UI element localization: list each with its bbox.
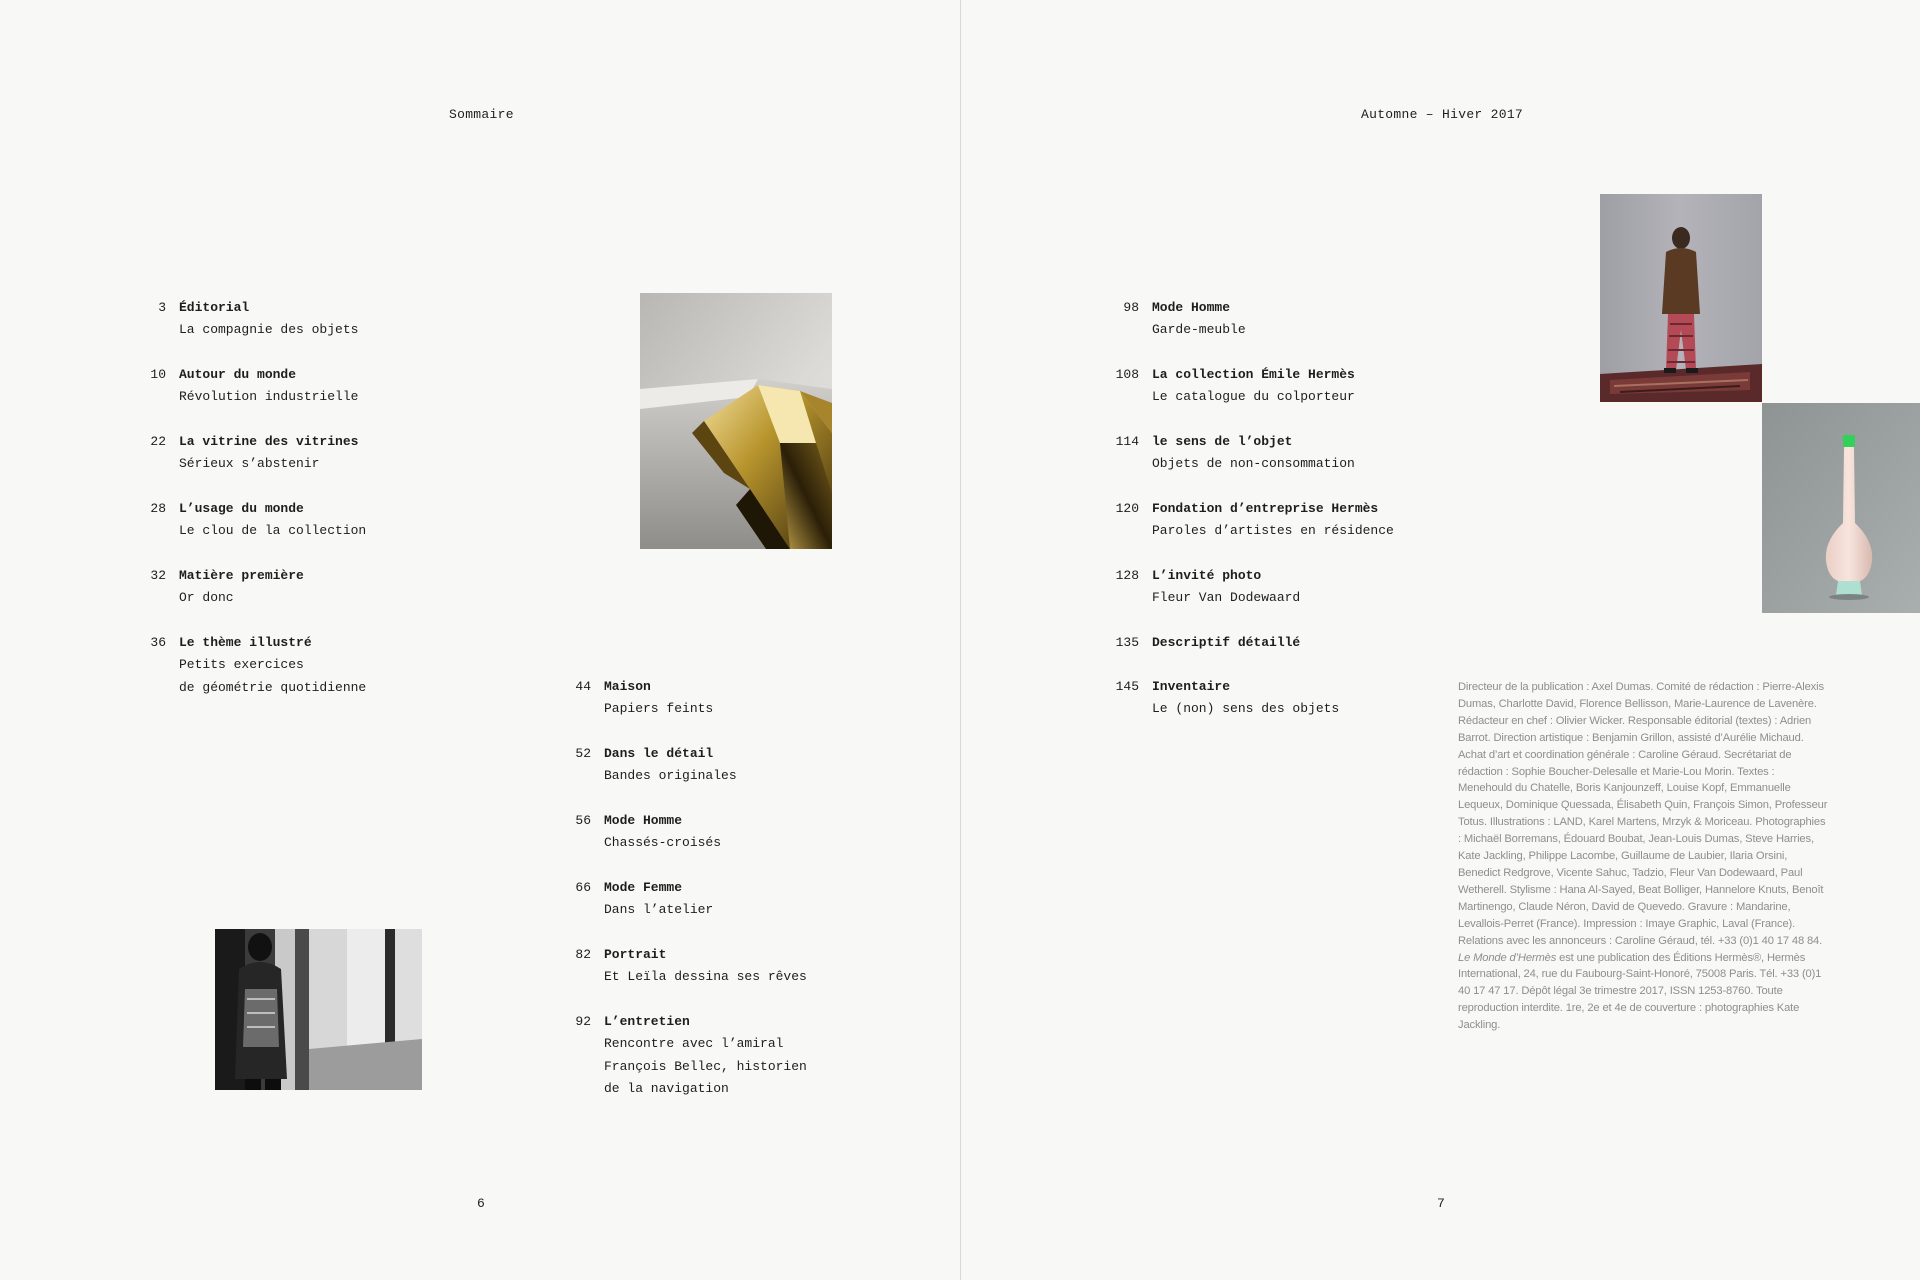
toc-title: Matière première <box>179 568 304 583</box>
toc-text <box>179 565 304 610</box>
toc-text <box>179 632 366 699</box>
toc-title: Autour du monde <box>179 367 297 382</box>
toc-subtitle: Et Leïla dessina ses rêves <box>604 969 807 985</box>
colophon-publication-title: Le Monde d’Hermès <box>1458 951 1557 964</box>
toc-page-number: 128 <box>1115 568 1139 583</box>
toc-subtitle: Garde-meuble <box>1152 322 1246 338</box>
colophon-text-end: est une publication des Éditions Hermès®, Hermès International, 24, rue du Faubourg-Saint-Honoré, 75008 Paris. Tél. +33 (0)1 40 17 47 17. Dépôt légal 3e trimestre 2017, ISSN 1253-8760. Toute reproduction interdite. 1re, 2e et 4e de couverture : photographies Kate Jackling. <box>1458 951 1822 1032</box>
toc-page-number: 56 <box>575 813 591 828</box>
toc-page-number: 145 <box>1115 679 1139 694</box>
colophon-credits <box>1458 679 1828 1034</box>
toc-page-number: 108 <box>1115 367 1139 382</box>
toc-title: Mode Homme <box>1152 300 1231 315</box>
toc-page-number: 36 <box>150 635 166 650</box>
toc-page-number: 66 <box>575 880 591 895</box>
toc-subtitle: Fleur Van Dodewaard <box>1152 590 1301 606</box>
toc-text <box>1152 632 1300 654</box>
toc-text <box>1152 565 1300 610</box>
toc-text <box>604 1011 807 1100</box>
pink-vase-illustration <box>1762 403 1920 613</box>
toc-title: Descriptif détaillé <box>1152 635 1301 650</box>
toc-title: L’entretien <box>604 1014 690 1029</box>
toc-page-number: 3 <box>158 300 166 315</box>
toc-text <box>179 431 358 476</box>
toc-subtitle: de géométrie quotidienne <box>179 679 367 695</box>
toc-page-number: 98 <box>1123 300 1139 315</box>
toc-page-number: 28 <box>150 501 166 516</box>
toc-subtitle: François Bellec, historien <box>604 1058 807 1074</box>
page-number-right: 7 <box>1437 1196 1445 1211</box>
toc-text <box>1152 431 1355 476</box>
toc-text <box>604 743 737 788</box>
colophon-text: Directeur de la publication : Axel Dumas. Comité de rédaction : Pierre-Alexis Dumas, Charlotte David, Florence Bellisson, Marie-Laurence de Lavenère. Rédacteur en chef : Olivier Wicker. Responsable éditorial (textes) : Adrien Barrot. Direction artistique : Benjamin Grillon, assisté d’Aurélie Michaud. Achat d’art et coordination générale : Caroline Géraud. Secrétariat de rédaction : Sophie Boucher-Delesalle et Marie-Lou Morin. Textes : Menehould du Chatelle, Boris Kanjounzeff, Louise Kopf, Emmanuelle Lequeux, Dominique Quessada, Élisabeth Quin, François Simon, Professeur Totus. Illustrations : LAND, Karel Martens, Mrzyk & Moriceau. Photographies : Michaël Borremans, Édouard Boubat, Jean-Louis Dumas, Steve Harries, Kate Jackling, Philippe Lacombe, Guillaume de Laubier, Ilaria Orsini, Benedict Redgrove, Vicente Sahuc, Tadzio, Fleur Van Dodewaard, Paul Wetherell. Stylisme : Hana Al-Sayed, Beat Bolliger, Hannelore Knuts, Benoît Martinengo, Claude Néron, David de Quevedo. Gravure : Mandarine, Levallois-Perret (France). Impression : Imaye Graphic, Laval (France). Relations avec les annonceurs : Caroline Géraud, tél. +33 (0)1 40 17 48 84. <box>1458 681 1828 947</box>
toc-title: Mode Femme <box>604 880 683 895</box>
toc-subtitle: de la navigation <box>604 1080 729 1096</box>
toc-subtitle: Petits exercices <box>179 657 304 673</box>
toc-page-number: 114 <box>1115 434 1139 449</box>
running-head-right: Automne – Hiver 2017 <box>1361 107 1524 122</box>
toc-text <box>179 297 358 342</box>
toc-subtitle: Sérieux s’abstenir <box>179 456 320 472</box>
toc-title: L’usage du monde <box>179 501 304 516</box>
toc-subtitle: Papiers feints <box>604 701 714 717</box>
toc-title: Maison <box>604 679 651 694</box>
toc-subtitle: La compagnie des objets <box>179 322 359 338</box>
toc-title: Portrait <box>604 947 667 962</box>
page-number-left: 6 <box>477 1196 485 1211</box>
toc-text <box>179 498 366 543</box>
toc-title: Dans le détail <box>604 746 714 761</box>
toc-page-number: 32 <box>150 568 166 583</box>
toc-subtitle: Le catalogue du colporteur <box>1152 389 1355 405</box>
toc-title: le sens de l’objet <box>1152 434 1293 449</box>
toc-subtitle: Le clou de la collection <box>179 523 367 539</box>
toc-subtitle: Dans l’atelier <box>604 902 714 918</box>
toc-text <box>1152 297 1246 342</box>
toc-title: Inventaire <box>1152 679 1231 694</box>
gold-object-photo <box>640 293 832 549</box>
toc-subtitle: Bandes originales <box>604 768 737 784</box>
toc-subtitle: Rencontre avec l’amiral <box>604 1036 784 1052</box>
toc-text <box>604 810 721 855</box>
toc-text <box>1152 676 1339 721</box>
toc-subtitle: Paroles d’artistes en résidence <box>1152 523 1394 539</box>
toc-text <box>179 364 358 409</box>
toc-text <box>604 877 713 922</box>
toc-page-number: 82 <box>575 947 591 962</box>
toc-title: L’invité photo <box>1152 568 1262 583</box>
gold-object-illustration <box>640 293 832 549</box>
running-head-left: Sommaire <box>449 107 514 122</box>
toc-title: Fondation d’entreprise Hermès <box>1152 501 1379 516</box>
toc-text <box>1152 364 1355 409</box>
toc-title: Mode Homme <box>604 813 683 828</box>
toc-subtitle: Chassés-croisés <box>604 835 722 851</box>
toc-page-number: 120 <box>1115 501 1139 516</box>
toc-title: Le thème illustré <box>179 635 312 650</box>
toc-subtitle: Révolution industrielle <box>179 389 359 405</box>
bw-corridor-illustration <box>215 929 422 1090</box>
toc-subtitle: Or donc <box>179 590 234 606</box>
page-gutter <box>960 0 961 1280</box>
man-on-rugs-photo <box>1600 194 1762 402</box>
toc-page-number: 10 <box>150 367 166 382</box>
pink-vase-photo <box>1762 403 1920 613</box>
toc-subtitle: Le (non) sens des objets <box>1152 701 1340 717</box>
man-on-rugs-illustration <box>1600 194 1762 402</box>
toc-page-number: 135 <box>1115 635 1139 650</box>
bw-man-corridor-photo <box>215 929 422 1090</box>
toc-page-number: 52 <box>575 746 591 761</box>
toc-title: La vitrine des vitrines <box>179 434 359 449</box>
toc-title: La collection Émile Hermès <box>1152 367 1355 382</box>
toc-title: Éditorial <box>179 300 250 315</box>
toc-text <box>604 944 807 989</box>
toc-page-number: 92 <box>575 1014 591 1029</box>
toc-page-number: 44 <box>575 679 591 694</box>
toc-text <box>1152 498 1394 543</box>
toc-subtitle: Objets de non-consommation <box>1152 456 1355 472</box>
toc-text <box>604 676 713 721</box>
toc-page-number: 22 <box>150 434 166 449</box>
